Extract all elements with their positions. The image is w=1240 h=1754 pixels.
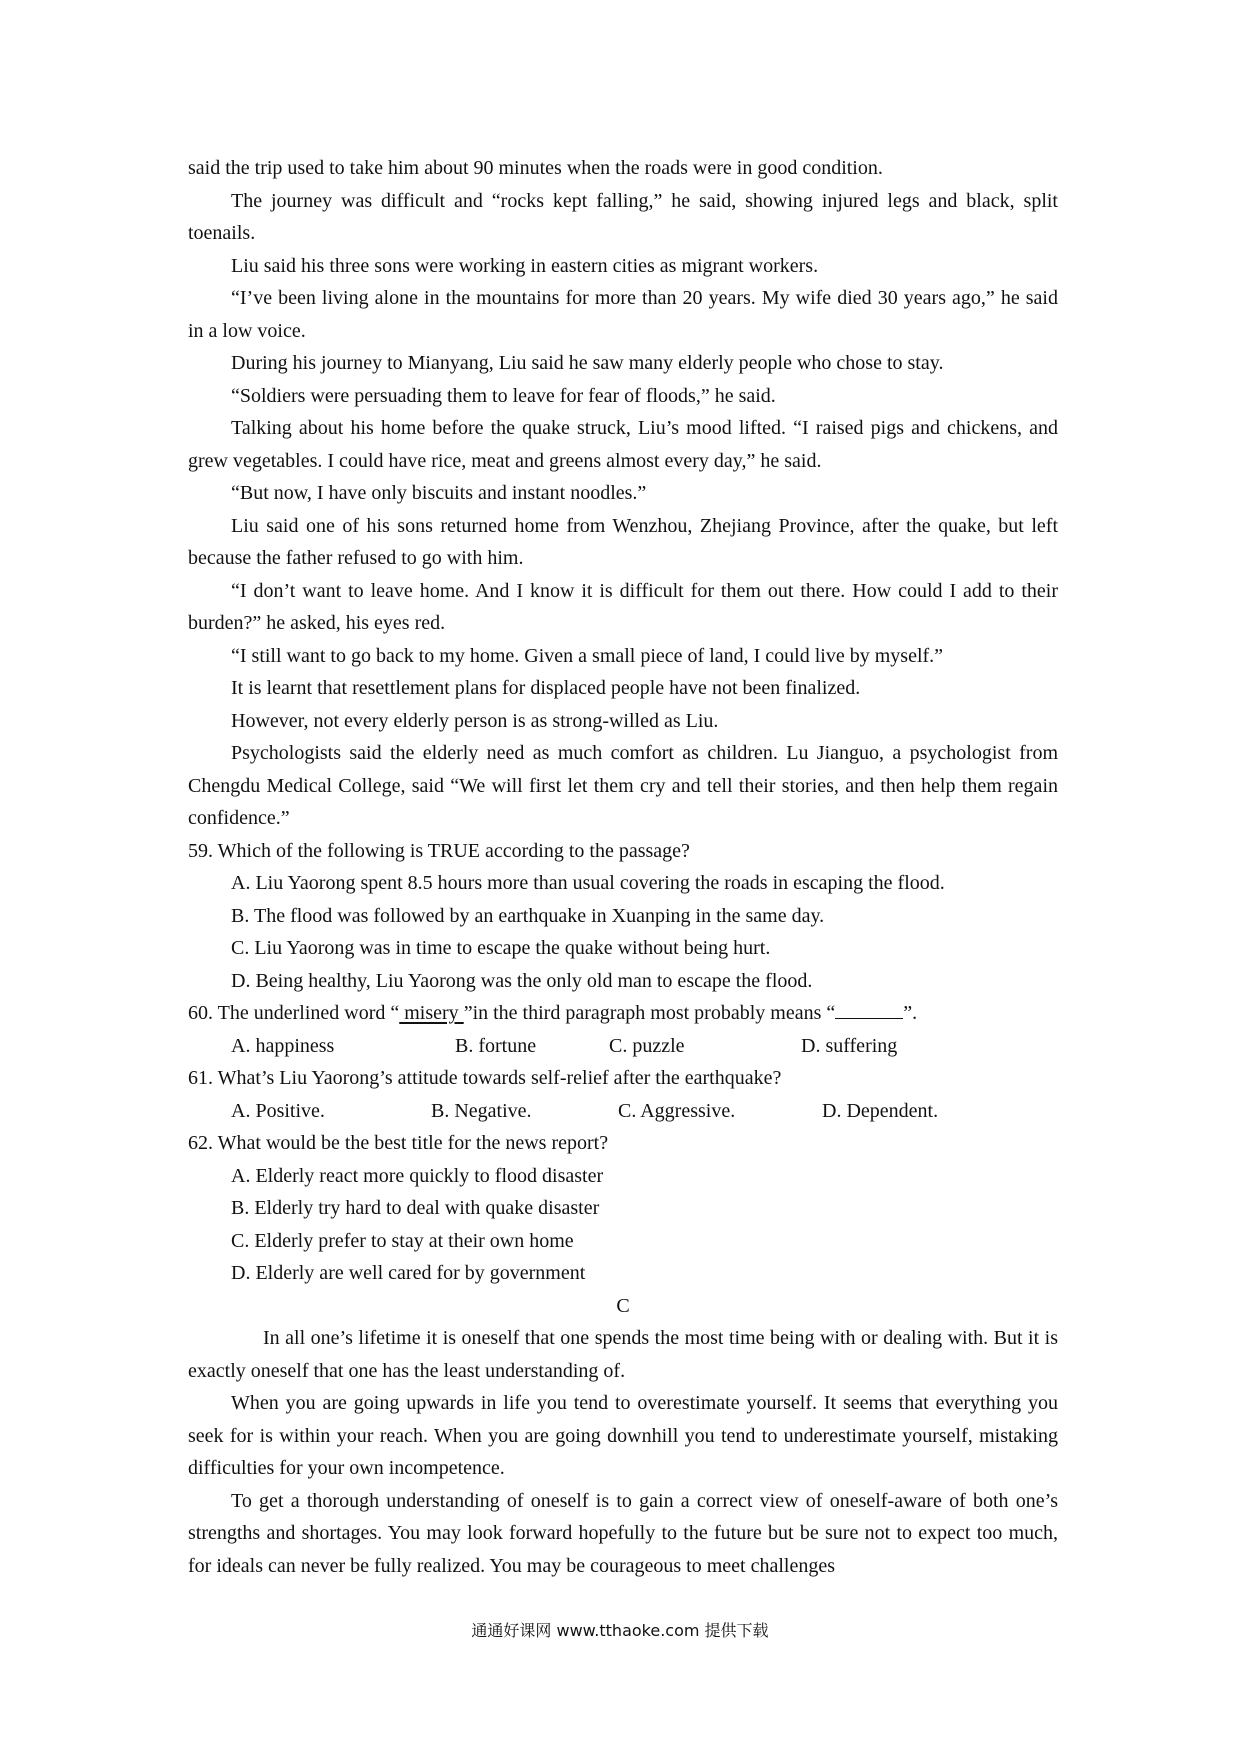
paragraph: Talking about his home before the quake struck, Liu’s mood lifted. “I raised pigs and chickens, and grew vegetables. I could have rice, meat and greens almost every day,” he said. bbox=[188, 417, 1058, 472]
question-60-suffix: ”. bbox=[903, 1002, 918, 1024]
paragraph: However, not every elderly person is as strong-willed as Liu. bbox=[231, 709, 719, 732]
document-page bbox=[188, 152, 1058, 1582]
question-62-option-a: A. Elderly react more quickly to flood disaster bbox=[231, 1164, 604, 1187]
question-59-option-d: D. Being healthy, Liu Yaorong was the only old man to escape the flood. bbox=[231, 969, 813, 992]
paragraph: “But now, I have only biscuits and instant noodles.” bbox=[231, 482, 647, 504]
question-62-option-b: B. Elderly try hard to deal with quake disaster bbox=[231, 1197, 600, 1219]
question-61-stem: 61. What’s Liu Yaorong’s attitude towards self-relief after the earthquake? bbox=[188, 1067, 782, 1089]
paragraph: Liu said one of his sons returned home from Wenzhou, Zhejiang Province, after the quake, but left because the father refused to go with him. bbox=[188, 514, 1058, 569]
question-61-option-d: D. Dependent. bbox=[822, 1099, 939, 1122]
question-59-stem: 59. Which of the following is TRUE according to the passage? bbox=[188, 839, 690, 862]
question-60-middle: ”in the third paragraph most probably means “ bbox=[463, 1002, 836, 1024]
paragraph: To get a thorough understanding of oneself is to gain a correct view of oneself-aware of both one’s strengths and shortages. You may look forward hopefully to the future but be sure not to expect too much, for ideals can never be fully realized. You may be courageous to meet challenges bbox=[188, 1489, 1058, 1577]
question-62-option-d: D. Elderly are well cared for by government bbox=[231, 1262, 586, 1284]
question-60-option-a: A. happiness bbox=[231, 1034, 335, 1057]
question-59-option-a: A. Liu Yaorong spent 8.5 hours more than usual covering the roads in escaping the flood. bbox=[231, 872, 945, 894]
section-heading-c: C bbox=[616, 1294, 630, 1317]
question-61-option-b: B. Negative. bbox=[431, 1099, 532, 1122]
paragraph: In all one’s lifetime it is oneself that one spends the most time being with or dealing with. But it is exactly oneself that one has the least understanding of. bbox=[188, 1327, 1058, 1382]
question-60-stem bbox=[188, 997, 1058, 1030]
paragraph: said the trip used to take him about 90 minutes when the roads were in good condition. bbox=[188, 157, 883, 179]
question-60-option-c: C. puzzle bbox=[609, 1034, 685, 1057]
question-60-prefix: 60. The underlined word “ bbox=[188, 1002, 400, 1024]
page-footer: 通通好课网 www.tthaoke.com 提供下载 bbox=[471, 1621, 769, 1640]
question-60-option-d: D. suffering bbox=[801, 1034, 898, 1057]
question-61 bbox=[188, 1062, 1058, 1127]
question-59-option-b: B. The flood was followed by an earthquake in Xuanping in the same day. bbox=[231, 904, 825, 927]
paragraph: Psychologists said the elderly need as much comfort as children. Lu Jianguo, a psychologist from Chengdu Medical College, said “We will first let them cry and tell their stories, and then help them regain confidence.” bbox=[188, 742, 1058, 829]
paragraph: “I still want to go back to my home. Given a small piece of land, I could live by myself.” bbox=[231, 644, 944, 667]
paragraph: It is learnt that resettlement plans for displaced people have not been finalized. bbox=[231, 677, 861, 699]
question-61-options bbox=[188, 1095, 1058, 1128]
underlined-word: misery bbox=[399, 1002, 464, 1024]
paragraph: “I don’t want to leave home. And I know it is difficult for them out there. How could I add to their burden?” he asked, his eyes red. bbox=[188, 579, 1058, 634]
question-60-options bbox=[188, 1030, 1058, 1063]
paragraph: “Soldiers were persuading them to leave for fear of floods,” he said. bbox=[231, 384, 776, 407]
paragraph: During his journey to Mianyang, Liu said he saw many elderly people who chose to stay. bbox=[231, 352, 944, 374]
question-61-option-c: C. Aggressive. bbox=[618, 1099, 736, 1122]
answer-blank bbox=[835, 1002, 903, 1019]
question-62 bbox=[188, 1127, 1058, 1290]
paragraph: When you are going upwards in life you tend to overestimate yourself. It seems that everything you seek for is within your reach. When you are going downhill you tend to underestimate yourself, mistaking difficulties for your own incompetence. bbox=[188, 1392, 1058, 1479]
question-60-option-b: B. fortune bbox=[455, 1034, 537, 1057]
question-62-stem: 62. What would be the best title for the news report? bbox=[188, 1132, 609, 1154]
paragraph: “I’ve been living alone in the mountains for more than 20 years. My wife died 30 years ago,” he said in a low voice. bbox=[188, 287, 1058, 342]
question-61-option-a: A. Positive. bbox=[231, 1099, 325, 1122]
question-59 bbox=[188, 835, 1058, 998]
question-60 bbox=[188, 997, 1058, 1062]
paragraph: Liu said his three sons were working in eastern cities as migrant workers. bbox=[231, 254, 819, 277]
question-62-option-c: C. Elderly prefer to stay at their own home bbox=[231, 1229, 574, 1252]
paragraph: The journey was difficult and “rocks kept falling,” he said, showing injured legs and black, split toenails. bbox=[188, 189, 1058, 244]
question-59-option-c: C. Liu Yaorong was in time to escape the quake without being hurt. bbox=[231, 937, 771, 959]
